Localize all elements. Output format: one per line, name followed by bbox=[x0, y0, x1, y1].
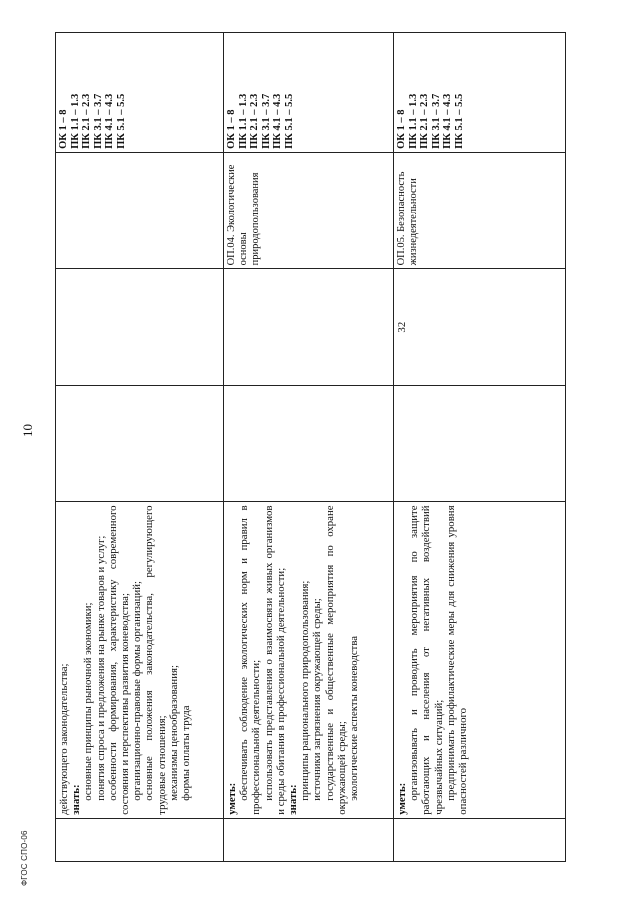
skills-line: использовать представления о взаимосвязи живых организмов и среды обитания в профессиональной деятельности; bbox=[262, 505, 287, 815]
hours-cell: 32 bbox=[394, 269, 566, 386]
competency-code: ПК 3.1 – 3.7 bbox=[430, 93, 442, 149]
max-load-cell bbox=[56, 385, 224, 502]
skills-line: обеспечивать соблюдение экологических норм и правил в профессиональной деятельности; bbox=[238, 505, 263, 815]
skills-line: формы оплаты труда bbox=[180, 705, 193, 801]
rotated-page-content bbox=[55, 32, 565, 862]
page-number: 10 bbox=[20, 424, 35, 437]
hours-cell bbox=[224, 269, 394, 386]
skills-line: предпринимать профилактические меры для снижения уровня опасностей различного bbox=[444, 505, 470, 815]
competency-code: ПК 3.1 – 3.7 bbox=[260, 93, 272, 149]
competency-codes-cell bbox=[394, 33, 566, 153]
footer-standard-code: ФГОС СПО-06 bbox=[20, 830, 29, 886]
skills-heading: знать: bbox=[287, 784, 300, 815]
skills-heading: уметь: bbox=[396, 782, 408, 815]
skills-line: механизмы ценообразования; bbox=[167, 665, 180, 801]
index-cell bbox=[224, 818, 394, 861]
index-cell bbox=[56, 818, 224, 861]
competency-code: ПК 1.1 – 1.3 bbox=[69, 93, 81, 149]
competency-code: ПК 1.1 – 1.3 bbox=[407, 93, 419, 149]
curriculum-table bbox=[55, 32, 566, 862]
competency-code: ПК 4.1 – 4.3 bbox=[104, 93, 115, 149]
competency-code: ПК 3.1 – 3.7 bbox=[92, 93, 104, 149]
skills-line: особенности формирования, характеристику современного состояния и перспективы развития коневодства; bbox=[106, 505, 132, 815]
competency-code: ОК 1 – 8 bbox=[226, 109, 237, 149]
skills-line: источники загрязнения окружающей среды; bbox=[311, 598, 324, 801]
competency-codes-cell bbox=[224, 33, 394, 153]
skills-heading: знать: bbox=[70, 784, 83, 815]
skills-cell bbox=[224, 502, 394, 818]
competency-code: ПК 5.1 – 5.5 bbox=[115, 93, 127, 149]
competency-code: ОК 1 – 8 bbox=[396, 109, 407, 149]
skills-cell bbox=[56, 502, 224, 818]
skills-line: действующего законодательства; bbox=[58, 663, 70, 815]
competency-code: ПК 1.1 – 1.3 bbox=[237, 93, 249, 149]
discipline-cell: ОП.05. Безопасность жизнедеятельности bbox=[394, 152, 566, 269]
skills-line: организовывать и проводить мероприятия по защите работающих и населения от негативных воздействий чрезвычайных ситуаций; bbox=[408, 505, 445, 815]
skills-heading: уметь: bbox=[226, 782, 238, 815]
skills-line: экологические аспекты коневодства bbox=[348, 635, 361, 801]
table-row bbox=[224, 33, 394, 862]
max-load-cell bbox=[224, 385, 394, 502]
skills-line: основные положения законодательства, регулирующего трудовые отношения; bbox=[143, 505, 168, 815]
competency-code: ПК 2.1 – 2.3 bbox=[419, 93, 430, 149]
discipline-cell: ОП.04. Экологические основы природопользования bbox=[224, 152, 394, 269]
table-row bbox=[56, 33, 224, 862]
discipline-cell bbox=[56, 152, 224, 269]
hours-cell bbox=[56, 269, 224, 386]
competency-code: ПК 4.1 – 4.3 bbox=[272, 93, 283, 149]
skills-line: принципы рационального природопользования; bbox=[299, 580, 312, 801]
table-row bbox=[394, 33, 566, 862]
skills-line: понятия спроса и предложения на рынке товаров и услуг; bbox=[94, 535, 107, 801]
competency-codes-cell bbox=[56, 33, 224, 153]
skills-cell bbox=[394, 502, 566, 818]
skills-line: организационно-правовые формы организаций; bbox=[131, 580, 144, 801]
index-cell bbox=[394, 818, 566, 861]
skills-line: основные принципы рыночной экономики; bbox=[82, 602, 95, 801]
competency-code: ПК 2.1 – 2.3 bbox=[249, 93, 260, 149]
competency-code: ПК 4.1 – 4.3 bbox=[442, 93, 453, 149]
competency-code: ПК 5.1 – 5.5 bbox=[453, 93, 465, 149]
competency-code: ПК 2.1 – 2.3 bbox=[81, 93, 92, 149]
competency-code: ПК 5.1 – 5.5 bbox=[283, 93, 295, 149]
skills-line: государственные и общественные мероприятия по охране окружающей среды; bbox=[323, 505, 348, 815]
competency-code: ОК 1 – 8 bbox=[58, 109, 69, 149]
max-load-cell bbox=[394, 385, 566, 502]
